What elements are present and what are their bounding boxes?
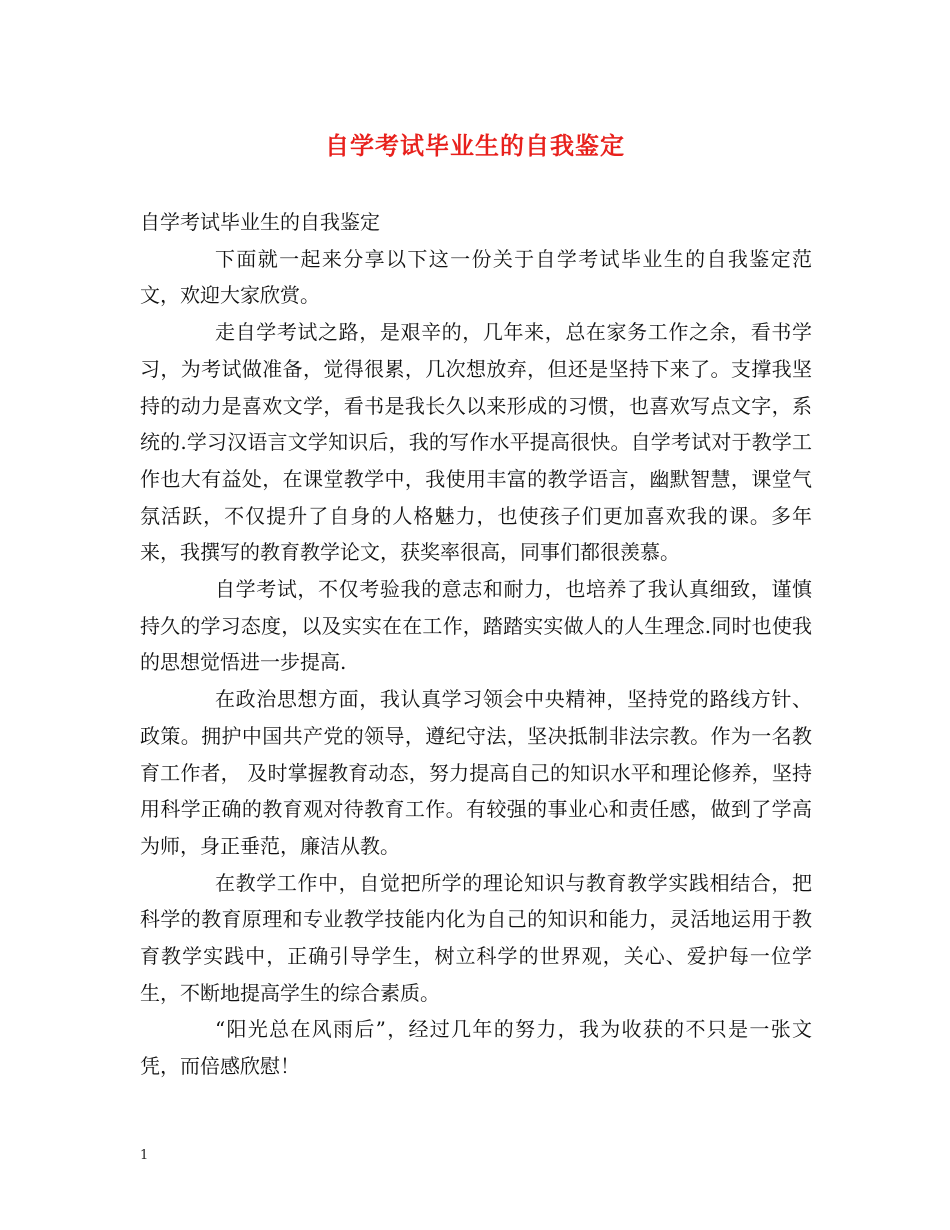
paragraph: 下面就一起来分享以下这一份关于自学考试毕业生的自我鉴定范文，欢迎大家欣赏。 (140, 246, 812, 308)
paragraph: 在政治思想方面，我认真学习领会中央精神，坚持党的路线方针、政策。拥护中国共产党的领导，遵纪守法，坚决抵制非法宗教。作为一名教育工作者， 及时掌握教育动态，努力提高自己的知识水平和理论修养，坚持用科学正确的教育观对待教育工作。有较强的事业心和责任感，做到了学高为师，身正垂范，廉洁从教。 (140, 687, 812, 858)
subtitle-line: 自学考试毕业生的自我鉴定 (140, 210, 380, 234)
paragraph: 在教学工作中，自觉把所学的理论知识与教育教学实践相结合，把科学的教育原理和专业教学技能内化为自己的知识和能力，灵活地运用于教育教学实践中，正确引导学生，树立科学的世界观，关心、爱护每一位学生，不断地提高学生的综合素质。 (140, 870, 812, 1005)
paragraph: “阳光总在风雨后”，经过几年的努力，我为收获的不只是一张文凭，而倍感欣慰！ (140, 1017, 812, 1079)
document-body (140, 204, 812, 1085)
paragraph: 走自学考试之路，是艰辛的，几年来，总在家务工作之余，看书学习，为考试做准备，觉得很累，几次想放弃，但还是坚持下来了。支撑我坚持的动力是喜欢文学，看书是我长久以来形成的习惯，也喜欢写点文字，系统的.学习汉语言文学知识后，我的写作水平提高很快。自学考试对于教学工作也大有益处，在课堂教学中，我使用丰富的教学语言，幽默智慧，课堂气氛活跃，不仅提升了自身的人格魅力，也使孩子们更加喜欢我的课。多年来，我撰写的教育教学论文，获奖率很高，同事们都很羡慕。 (140, 320, 812, 565)
document-title: 自学考试毕业生的自我鉴定 (325, 131, 625, 160)
page-number: 1 (140, 1148, 149, 1163)
paragraph: 自学考试，不仅考验我的意志和耐力，也培养了我认真细致，谨慎持久的学习态度，以及实实在在工作，踏踏实实做人的人生理念.同时也使我的思想觉悟进一步提高. (140, 577, 812, 675)
